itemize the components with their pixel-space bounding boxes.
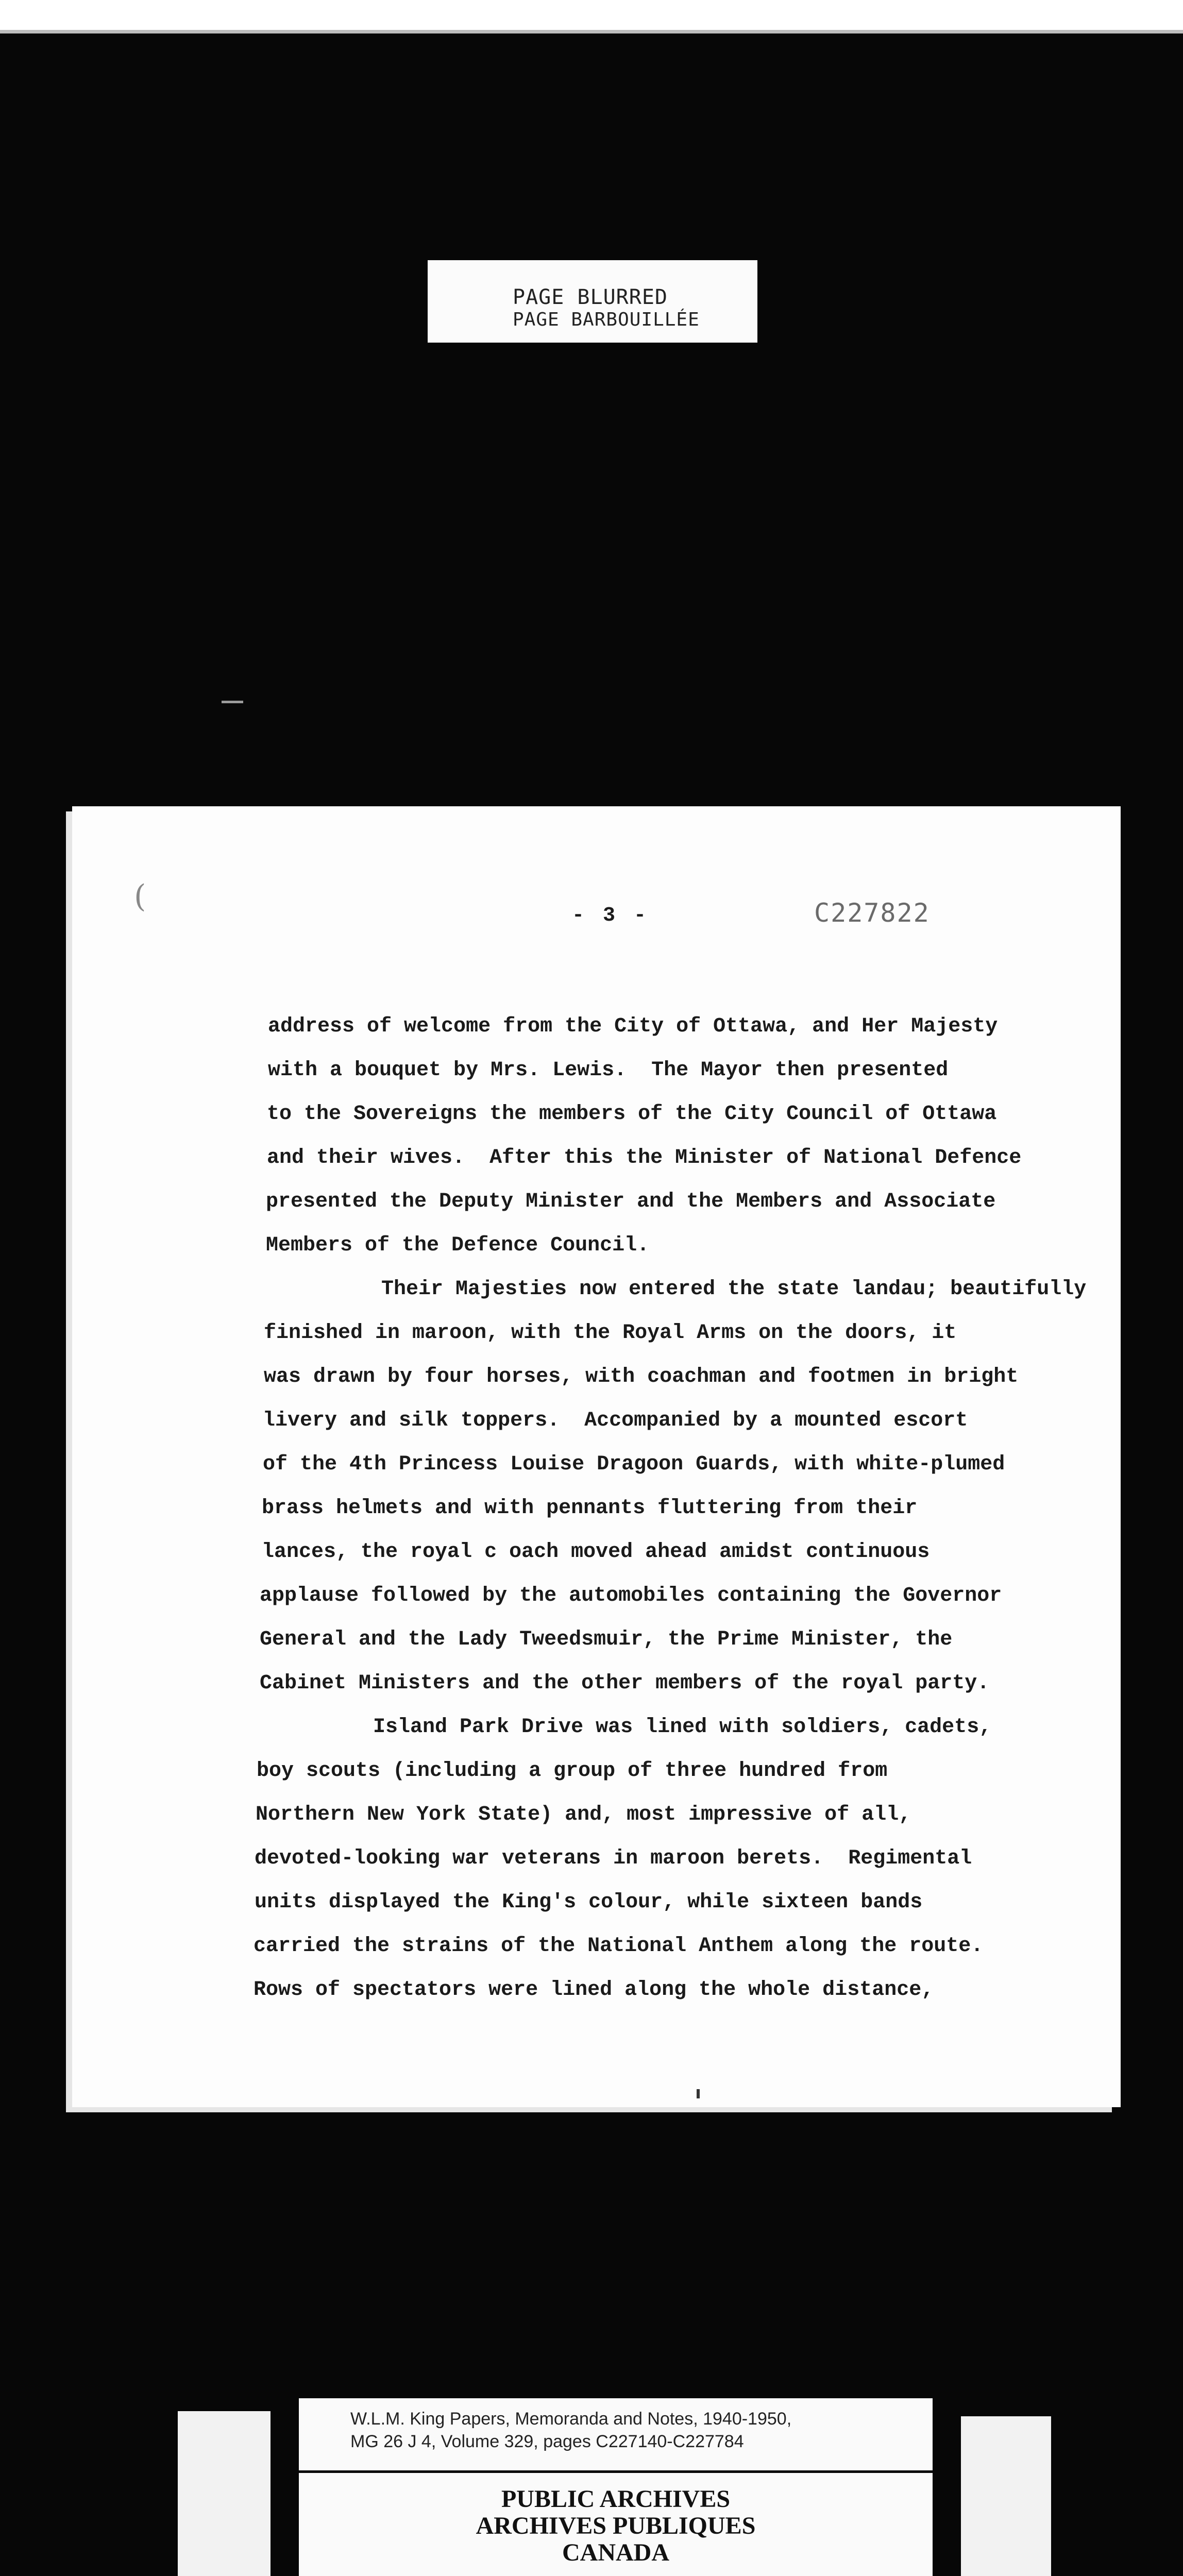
collection-citation <box>299 2398 933 2470</box>
text-line: brass helmets and with pennants fluttering from their <box>262 1497 918 1520</box>
text-line: finished in maroon, with the Royal Arms on the doors, it <box>264 1321 957 1345</box>
credit-right-flap <box>961 2416 1051 2576</box>
text-line: and their wives. After this the Minister of National Defence <box>267 1146 1022 1170</box>
page-number: - 3 - <box>572 904 650 927</box>
page-blurred-label <box>428 260 757 343</box>
text-line: carried the strains of the National Anthem along the route. <box>254 1935 984 1958</box>
blur-label-french: PAGE BARBOUILLÉE <box>513 309 700 330</box>
archives-line-2: ARCHIVES PUBLIQUES <box>476 2512 756 2539</box>
archives-label <box>299 2473 933 2576</box>
citation-line-1: W.L.M. King Papers, Memoranda and Notes, 1940-1950, <box>350 2409 792 2429</box>
text-line: applause followed by the automobiles containing the Governor <box>260 1584 1002 1607</box>
page-tick <box>697 2089 700 2098</box>
text-line: was drawn by four horses, with coachman and footmen in bright <box>264 1365 1019 1388</box>
citation-line-2: MG 26 J 4, Volume 329, pages C227140-C227784 <box>350 2432 744 2451</box>
text-line: Cabinet Ministers and the other members of the royal party. <box>260 1672 990 1695</box>
text-line: Their Majesties now entered the state landau; beautifully <box>381 1278 1087 1301</box>
film-mark <box>222 701 243 703</box>
text-line: with a bouquet by Mrs. Lewis. The Mayor then presented <box>268 1059 949 1082</box>
blur-label-english: PAGE BLURRED <box>513 285 668 309</box>
text-line: livery and silk toppers. Accompanied by a mounted escort <box>263 1409 968 1432</box>
archives-line-1: PUBLIC ARCHIVES <box>501 2485 731 2513</box>
document-page <box>72 806 1121 2107</box>
text-line: presented the Deputy Minister and the Members and Associate <box>266 1190 996 1213</box>
text-line: boy scouts (including a group of three hundred from <box>257 1759 888 1783</box>
corner-mark: ( <box>134 878 146 914</box>
credit-left-flap <box>178 2411 271 2576</box>
archive-stamp: C227822 <box>814 898 930 928</box>
text-line: General and the Lady Tweedsmuir, the Prime Minister, the <box>260 1628 953 1651</box>
text-line: Rows of spectators were lined along the whole distance, <box>254 1978 934 2002</box>
text-line: units displayed the King's colour, while sixteen bands <box>255 1891 923 1914</box>
archives-line-3: CANADA <box>562 2539 669 2566</box>
text-line: to the Sovereigns the members of the City Council of Ottawa <box>267 1103 997 1126</box>
text-line: of the 4th Princess Louise Dragoon Guards, with white-plumed <box>263 1453 1005 1476</box>
text-line: Island Park Drive was lined with soldiers, cadets, <box>373 1716 992 1739</box>
text-line: address of welcome from the City of Ottawa, and Her Majesty <box>268 1015 998 1038</box>
text-line: devoted-looking war veterans in maroon berets. Regimental <box>255 1847 972 1870</box>
text-line: Members of the Defence Council. <box>266 1234 650 1257</box>
text-line: Northern New York State) and, most impressive of all, <box>256 1803 911 1826</box>
text-line: lances, the royal c oach moved ahead amidst continuous <box>262 1540 930 1564</box>
